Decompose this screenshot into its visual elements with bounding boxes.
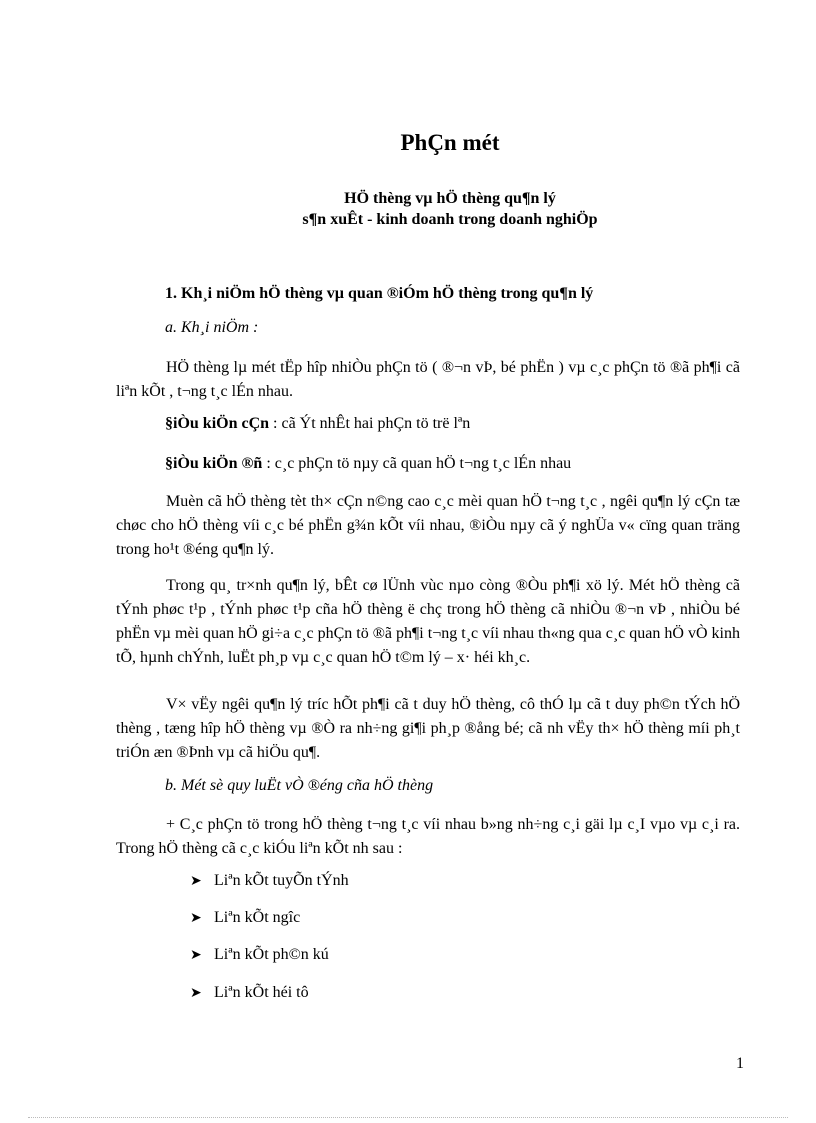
subsection-b-heading: b. Mét sè quy luËt vÒ ®éng cña hÖ thèng [165, 777, 434, 794]
paragraph-good-system [116, 490, 740, 562]
paragraph-management-process [116, 574, 740, 670]
bullet-text: Liªn kÕt ngîc [214, 909, 301, 926]
bullet-divergent-link [190, 946, 329, 964]
definition-text: HÖ thèng lµ mét tËp hîp nhiÒu phÇn tö ( ®¬n vÞ, bé phËn ) vµ c¸c phÇn tö ®ã ph¶i cã liªn kÕt , t¬ng t¸c lÉn nhau. [116, 359, 740, 400]
necessary-condition-text: : cã Ýt nhÊt hai phÇn tö trë lªn [273, 415, 471, 432]
part-title: PhÇn mét [400, 130, 500, 155]
page-number: 1 [736, 1055, 744, 1072]
page-bottom-rule [28, 1117, 788, 1118]
bullet-text: Liªn kÕt tuyÕn tÝnh [214, 872, 349, 889]
paragraph-elements [116, 813, 740, 861]
bullet-convergent-link [190, 984, 309, 1002]
arrow-head-icon: ➤ [190, 911, 202, 926]
document-subtitle-line-1: HÖ thèng vµ hÖ thèng qu¶n lý [344, 190, 556, 207]
document-subtitle-line-2: s¶n xuÊt - kinh doanh trong doanh nghiÖp [302, 211, 598, 228]
paragraph-system-thinking [116, 693, 740, 765]
paragraph-management-process-text: Trong qu¸ tr×nh qu¶n lý, bÊt cø lÜnh vùc nµo còng ®Òu ph¶i xö lý. Mét hÖ thèng cã tÝnh phøc t¹p , tÝnh phøc t¹p cña hÖ thèng ë chç trong hÖ thèng cã nhiÒu ®¬n vÞ , nhiÒu bé phËn vµ mèi quan hÖ gi÷a c¸c phÇn tö ®ã ph¶i t¬ng t¸c víi nhau th«ng qua c¸c quan hÖ vÒ kinh tÕ, hµnh chÝnh, luËt ph¸p vµ c¸c quan hÖ t©m lý – x· héi kh¸c. [116, 577, 740, 666]
bullet-feedback-link [190, 909, 300, 927]
sufficient-condition [165, 455, 571, 473]
paragraph-good-system-text: Muèn cã hÖ thèng tèt th× cÇn n©ng cao c¸c mèi quan hÖ t¬ng t¸c , ngêi qu¶n lý cÇn tæ chøc cho hÖ thèng víi c¸c bé phËn g¾n kÕt víi nhau, ®iÒu nµy cã ý nghÜa v« cïng quan träng trong ho¹t ®éng qu¶n lý. [116, 493, 740, 558]
sufficient-condition-text: : c¸c phÇn tö nµy cã quan hÖ t¬ng t¸c lÉn nhau [266, 455, 572, 472]
arrow-head-icon: ➤ [190, 948, 202, 963]
bullet-text: Liªn kÕt héi tô [214, 984, 309, 1001]
paragraph-system-thinking-text: V× vËy ngêi qu¶n lý tríc hÕt ph¶i cã t duy hÖ thèng, cô thÓ lµ cã t duy ph©n tÝch hÖ thèng , tæng hîp hÖ thèng vµ ®Ò ra nh÷ng gi¶i ph¸p ®ång bé; cã nh vËy th× hÖ thèng míi ph¸t triÓn æn ®Þnh vµ cã hiÖu qu¶. [116, 696, 740, 761]
sufficient-condition-label: §iÒu kiÖn ®ñ [165, 455, 263, 472]
necessary-condition-label: §iÒu kiÖn cÇn [165, 415, 270, 432]
bullet-linear-link [190, 872, 349, 890]
arrow-head-icon: ➤ [190, 986, 202, 1001]
bullet-text: Liªn kÕt ph©n kú [214, 946, 329, 963]
paragraph-elements-text: + C¸c phÇn tö trong hÖ thèng t¬ng t¸c víi nhau b»ng nh÷ng c¸i gäi lµ c¸I vµo vµ c¸i ra. Trong hÖ thèng cã c¸c kiÓu liªn kÕt nh sau : [116, 816, 740, 857]
arrow-head-icon: ➤ [190, 874, 202, 889]
necessary-condition [165, 415, 470, 433]
section-1-heading: 1. Kh¸i niÖm hÖ thèng vµ quan ®iÓm hÖ thèng trong qu¶n lý [165, 285, 594, 302]
subsection-a-heading: a. Kh¸i niÖm : [165, 319, 259, 336]
definition-paragraph [116, 356, 740, 404]
